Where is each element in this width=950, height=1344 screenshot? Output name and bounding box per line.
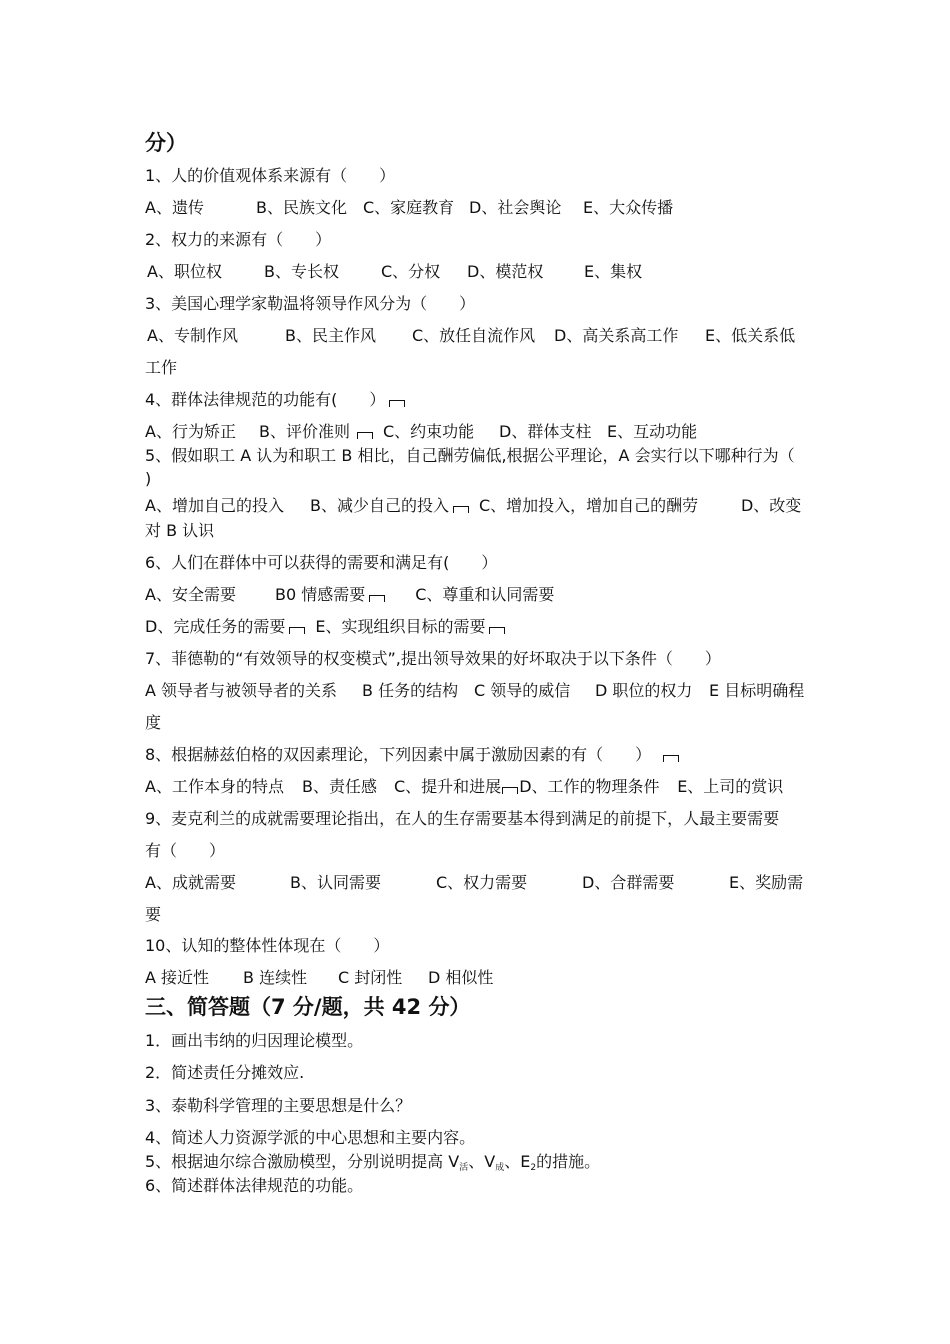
option-d: D 职位的权力 [595, 681, 693, 700]
option-b: B、民族文化 [256, 198, 347, 217]
question-6: 6、人们在群体中可以获得的需要和满足有( ） [145, 553, 498, 572]
option-e: E、实现组织目标的需要 [315, 617, 486, 636]
option-e: E、大众传播 [583, 198, 674, 217]
option-b: B 连续性 [243, 968, 308, 987]
mark-icon [357, 432, 373, 439]
question-7-options [145, 681, 804, 701]
option-b: B0 情感需要 [275, 585, 366, 604]
option-b: B、认同需要 [290, 873, 381, 892]
question-7: 7、菲德勒的“有效领导的权变模式”,提出领导效果的好坏取决于以下条件（ ） [145, 649, 721, 668]
option-d: D、社会舆论 [469, 198, 562, 217]
short-answer-3: 3、泰勒科学管理的主要思想是什么？ [145, 1096, 412, 1115]
question-5-options [145, 496, 801, 516]
mark-icon [453, 506, 469, 513]
question-9-options [145, 873, 803, 893]
option-e: E、低关系低 [705, 326, 796, 345]
short-answer-4: 4、简述人力资源学派的中心思想和主要内容。 [145, 1128, 476, 1147]
option-d: D、群体支柱 [499, 422, 592, 441]
option-e: E、上司的赏识 [677, 777, 784, 796]
option-e: E、互动功能 [607, 422, 698, 441]
option-a: A、遗传 [145, 198, 204, 217]
option-e: E、奖励需 [729, 873, 804, 892]
option-c: C、权力需要 [436, 873, 528, 892]
option-b: B、减少自己的投入 [310, 496, 449, 515]
question-3-continued: 工作 [145, 358, 178, 377]
option-a: A、行为矫正 [145, 422, 236, 441]
option-c: C 封闭性 [338, 968, 403, 987]
question-5-close: ) [145, 469, 152, 488]
question-4-options [145, 422, 697, 442]
option-b: B、专长权 [264, 262, 339, 281]
mark-icon [389, 400, 405, 407]
option-c: C、放任自流作风 [412, 326, 536, 345]
question-5-continued: 对 B 认识 [145, 521, 215, 540]
mark-icon [489, 627, 505, 634]
option-c: C、增加投入，增加自己的酬劳 [478, 496, 699, 515]
section-header-continued: 分） [145, 131, 187, 155]
question-3-options [147, 326, 795, 346]
question-8-options [145, 777, 783, 797]
option-c: C、家庭教育 [363, 198, 455, 217]
question-10-options [145, 968, 493, 988]
option-c: C、尊重和认同需要 [415, 585, 555, 604]
option-d: D、合群需要 [582, 873, 675, 892]
option-a: A、专制作风 [147, 326, 238, 345]
question-8: 8、根据赫兹伯格的双因素理论，下列因素中属于激励因素的有（ ） [145, 745, 679, 765]
option-e: E、集权 [584, 262, 643, 281]
option-d: D、改变 [740, 496, 802, 515]
option-c: C、分权 [381, 262, 441, 281]
option-a: A 接近性 [145, 968, 210, 987]
option-c: C、约束功能 [383, 422, 475, 441]
question-1: 1、人的价值观体系来源有（ ） [145, 166, 396, 185]
option-a: A、工作本身的特点 [145, 777, 284, 796]
question-9-continued-2: 要 [145, 905, 162, 924]
option-b: B、评价准则 [259, 422, 350, 441]
option-b: B、责任感 [302, 777, 377, 796]
short-answer-5: 5、根据迪尔综合激励模型，分别说明提高 $V_活$、$V_成$、$E_2$的措施。 [145, 1152, 601, 1173]
question-6-options [145, 585, 554, 605]
option-a: A、职位权 [147, 262, 222, 281]
option-e: E 目标明确程 [709, 681, 805, 700]
question-9: 9、麦克利兰的成就需要理论指出，在人的生存需要基本得到满足的前提下，人最主要需要 [145, 809, 780, 828]
section-3-heading: 三、简答题（7 分/题，共 42 分） [145, 995, 471, 1019]
question-6-options-2 [145, 617, 505, 637]
short-answer-2: 2．简述责任分摊效应. [145, 1063, 305, 1082]
option-d: D、高关系高工作 [554, 326, 679, 345]
question-2-options [147, 262, 642, 282]
mark-icon [663, 755, 679, 762]
mark-icon [289, 627, 305, 634]
question-2: 2、权力的来源有（ ） [145, 230, 332, 249]
question-10: 10、认知的整体性体现在（ ） [145, 936, 390, 955]
mark-icon [502, 787, 518, 794]
question-4: 4、群体法律规范的功能有( ） [145, 390, 405, 410]
option-d: D、工作的物理条件 [519, 777, 660, 796]
option-a: A、成就需要 [145, 873, 236, 892]
mark-icon [369, 595, 385, 602]
option-a: A、安全需要 [145, 585, 236, 604]
question-5: 5、假如职工 A 认为和职工 B 相比，自己酬劳偏低,根据公平理论，A 会实行以下哪种行为（ [145, 446, 795, 465]
option-b: B、民主作风 [285, 326, 376, 345]
option-b: B 任务的结构 [362, 681, 459, 700]
option-d: D、模范权 [467, 262, 544, 281]
option-d: D、完成任务的需要 [145, 617, 286, 636]
option-a: A 领导者与被领导者的关系 [145, 681, 338, 700]
option-c: C、提升和进展 [394, 777, 502, 796]
question-9-continued: 有（ ） [145, 841, 226, 860]
question-3: 3、美国心理学家勒温将领导作风分为（ ） [145, 294, 476, 313]
option-a: A、增加自己的投入 [145, 496, 284, 515]
option-d: D 相似性 [428, 968, 494, 987]
short-answer-6: 6、简述群体法律规范的功能。 [145, 1176, 364, 1195]
question-1-options [145, 198, 673, 218]
question-7-continued: 度 [145, 713, 162, 732]
option-c: C 领导的威信 [474, 681, 571, 700]
short-answer-1: 1．画出韦纳的归因理论模型。 [145, 1031, 364, 1050]
